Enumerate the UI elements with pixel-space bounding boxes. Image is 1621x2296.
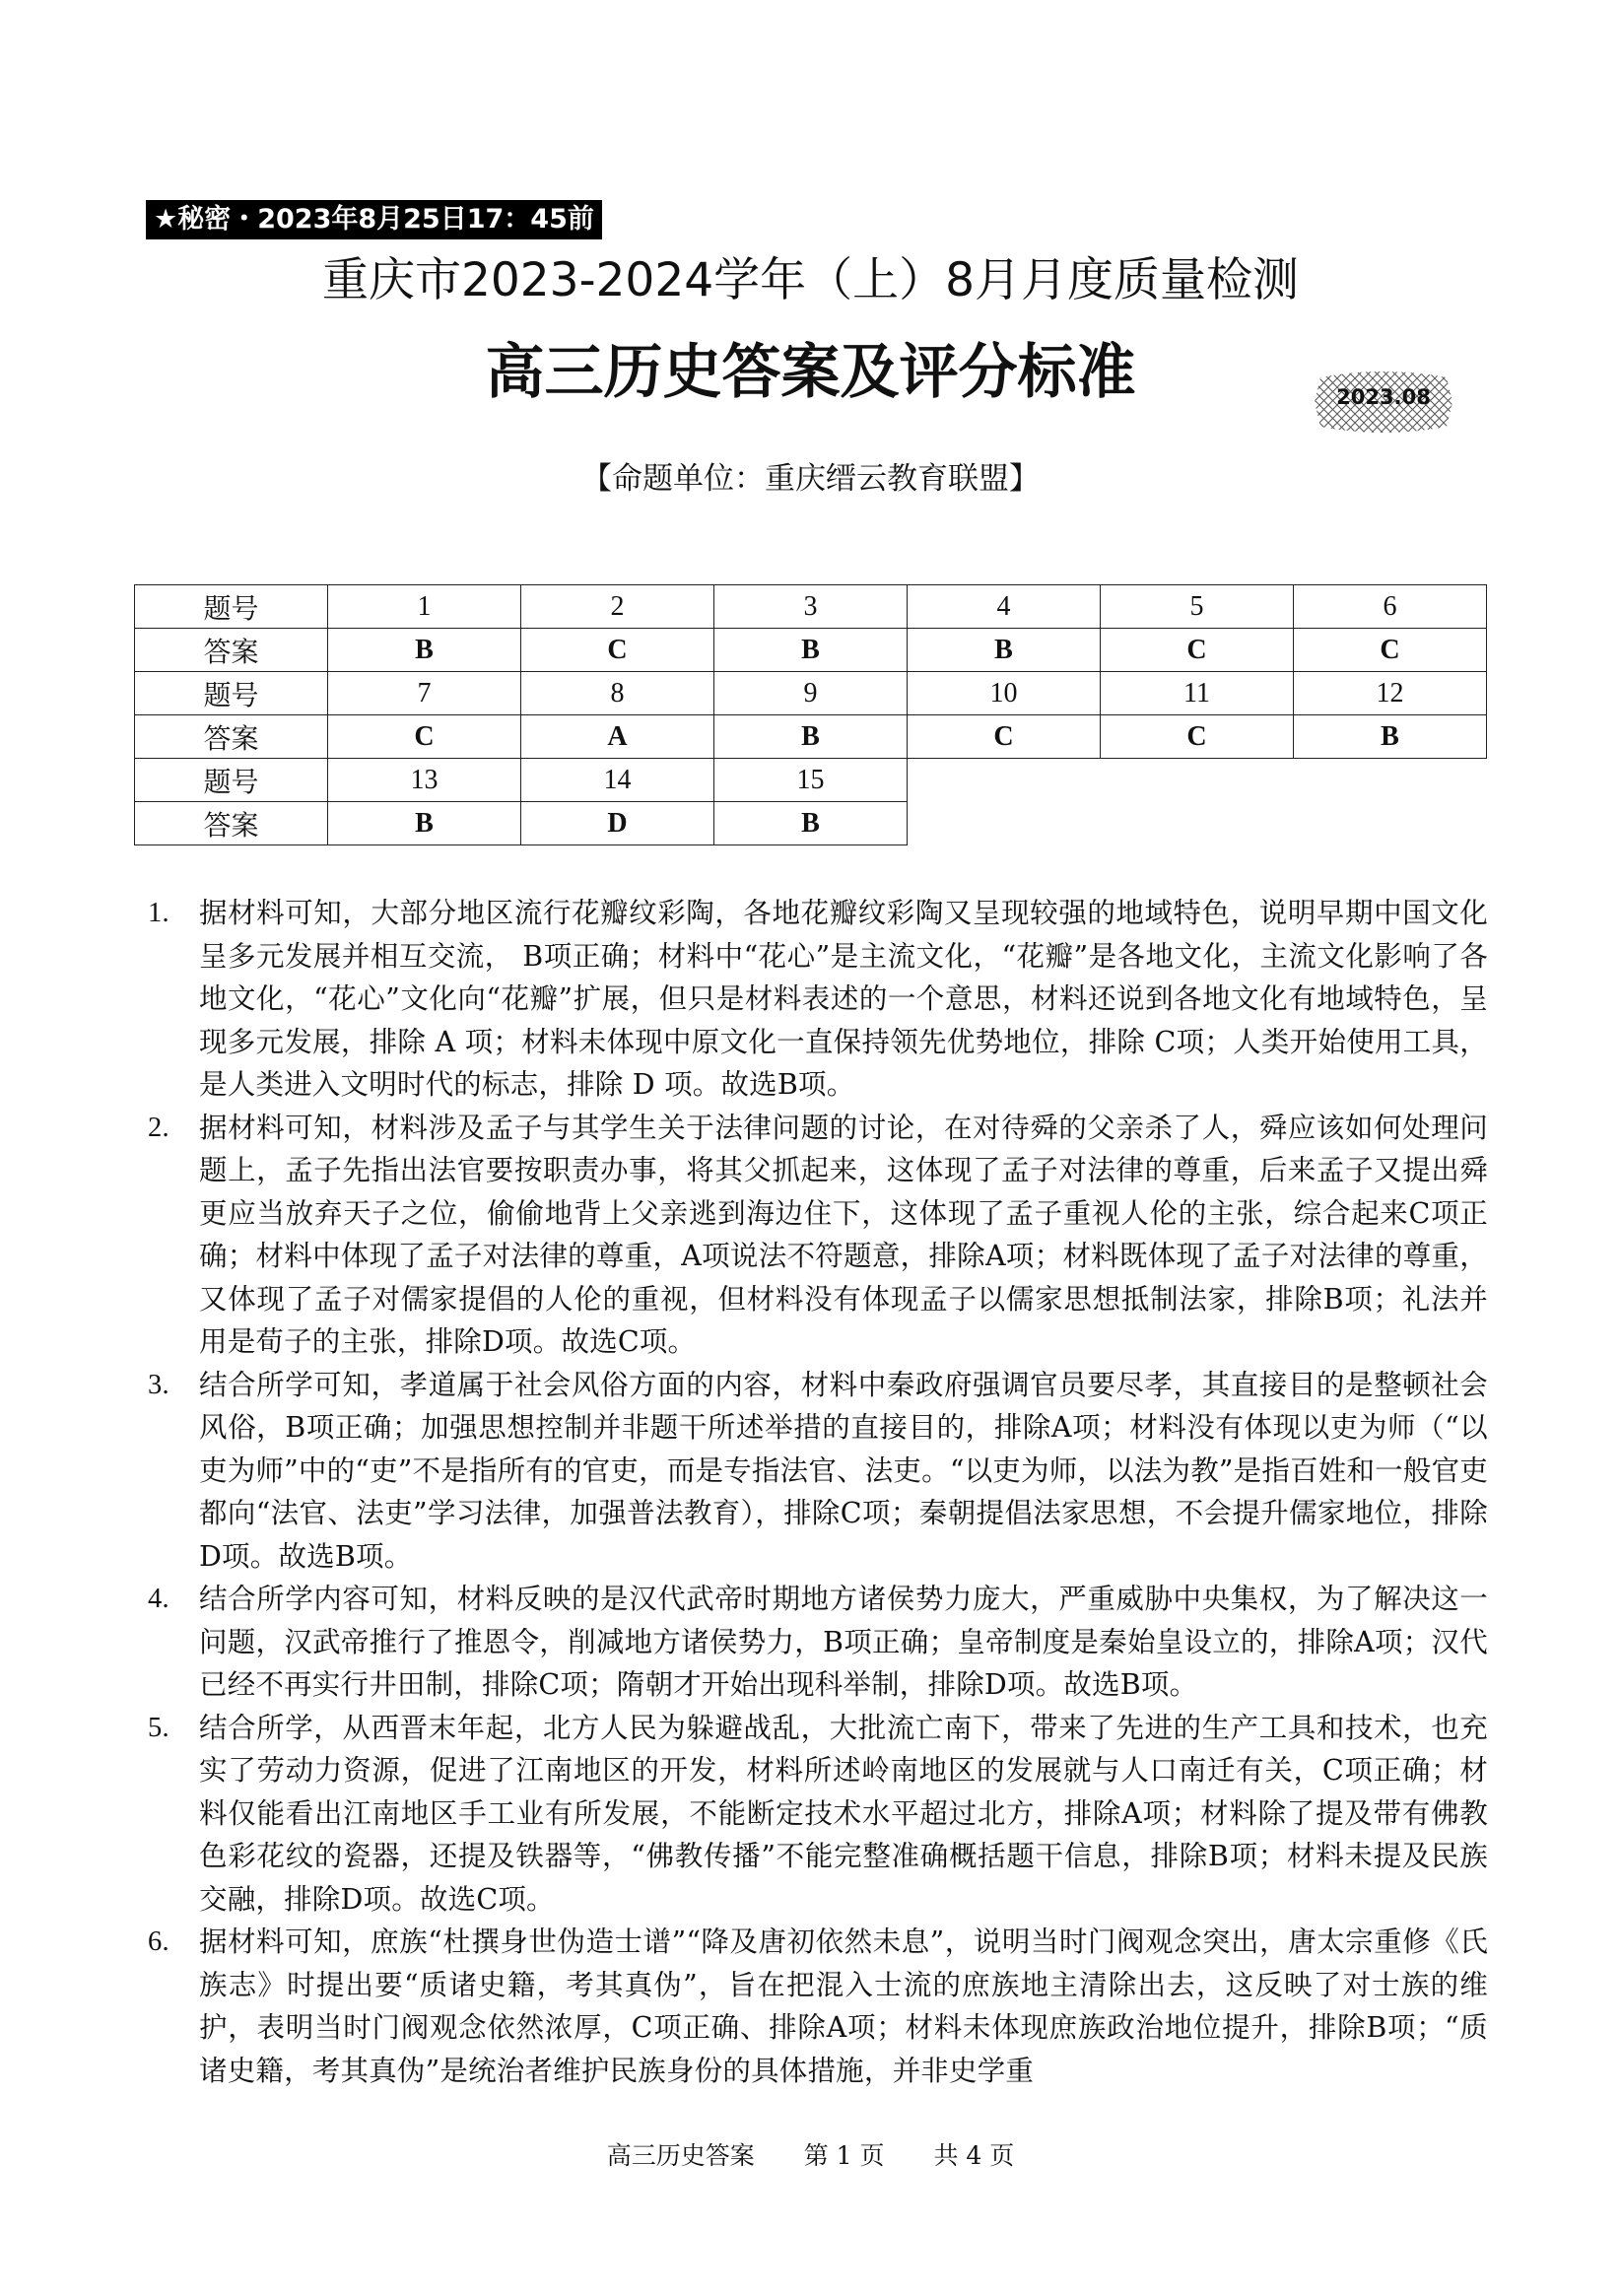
item-text: 结合所学内容可知，材料反映的是汉代武帝时期地方诸侯势力庞大，严重威胁中央集权，为了解决这一问题，汉武帝推行了推恩令，削减地方诸侯势力，B项正确；皇帝制度是秦始皇设立的，排除A项；汉代已经不再实行井田制，排除C项；隋朝才开始出现科举制，排除D项。故选B项。: [199, 1583, 1488, 1701]
question-number-cell: 13: [328, 759, 521, 802]
answer-table: [134, 584, 1487, 845]
date-stamp: [1311, 370, 1456, 435]
item-text: 据材料可知，材料涉及孟子与其学生关于法律问题的讨论，在对待舜的父亲杀了人，舜应该如何处理问题上，孟子先指出法官要按职责办事，将其父抓起来，这体现了孟子对法律的尊重，后来孟子又提出舜更应当放弃天子之位，偷偷地背上父亲逃到海边住下，这体现了孟子重视人伦的主张，综合起来C项正确；材料中体现了孟子对法律的尊重，A项说法不符题意，排除A项；材料既体现了孟子对法律的尊重，又体现了孟子对儒家提倡的人伦的重视，但材料没有体现孟子以儒家思想抵制法家，排除B项；礼法并用是荀子的主张，排除D项。故选C项。: [199, 1111, 1488, 1358]
row-header-cell: 题号: [135, 759, 328, 802]
exam-title: 重庆市2023-2024学年（上）8月月度质量检测: [321, 253, 1300, 307]
row-header-cell: 答案: [135, 802, 328, 845]
item-text: 结合所学，从西晋末年起，北方人民为躲避战乱，大批流亡南下，带来了先进的生产工具和技术，也充实了劳动力资源，促进了江南地区的开发，材料所述岭南地区的发展就与人口南迁有关，C项正确；材料仅能看出江南地区手工业有所发展，不能断定技术水平超过北方，排除A项；材料除了提及带有佛教色彩花纹的瓷器，还提及铁器等，“佛教传播”不能完整准确概括题干信息，排除B项；材料未提及民族交融，排除D项。故选C项。: [199, 1711, 1488, 1916]
question-number-cell: 5: [1101, 585, 1294, 629]
unit-label: 【命题单位：重庆缙云教育联盟】: [581, 461, 1040, 497]
confidential-label: ★秘密・2023年8月25日17：45前: [146, 200, 602, 239]
question-number-cell: 12: [1294, 672, 1487, 715]
question-number-cell: 11: [1101, 672, 1294, 715]
answer-cell: C: [328, 715, 521, 759]
row-header-cell: 答案: [135, 629, 328, 672]
item-number: 6.: [148, 1926, 169, 1957]
question-number-cell: 10: [908, 672, 1101, 715]
row-header-cell: 题号: [135, 672, 328, 715]
answer-cell: B: [328, 802, 521, 845]
item-number: 2.: [148, 1112, 169, 1143]
table-row: [135, 629, 1487, 672]
stamp-text: 2023.08: [1336, 385, 1431, 409]
question-number-cell: 9: [714, 672, 908, 715]
question-number-cell: 6: [1294, 585, 1487, 629]
answer-cell: C: [521, 629, 714, 672]
item-number: 1.: [148, 898, 169, 928]
question-number-cell: 4: [908, 585, 1101, 629]
answer-cell: B: [908, 629, 1101, 672]
question-number-cell: 8: [521, 672, 714, 715]
answer-cell: B: [714, 715, 908, 759]
question-number-cell: 14: [521, 759, 714, 802]
table-row: [135, 715, 1487, 759]
empty-cell: [1294, 802, 1487, 845]
answer-cell: C: [1294, 629, 1487, 672]
question-number-cell: 1: [328, 585, 521, 629]
question-number-cell: 2: [521, 585, 714, 629]
explanation-item: [148, 1578, 1488, 1707]
item-number: 3.: [148, 1369, 169, 1400]
answer-cell: B: [1294, 715, 1487, 759]
item-number: 4.: [148, 1584, 169, 1614]
page-footer: 高三历史答案 第 1 页 共 4 页: [606, 2141, 1015, 2170]
answer-cell: C: [1101, 715, 1294, 759]
row-header-cell: 题号: [135, 585, 328, 629]
item-text: 结合所学可知，孝道属于社会风俗方面的内容，材料中秦政府强调官员要尽孝，其直接目的是整顿社会风俗，B项正确；加强思想控制并非题干所述举措的直接目的，排除A项；材料没有体现以吏为师（“以吏为师”中的“吏”不是指所有的官吏，而是专指法官、法吏。“以吏为师，以法为教”是指百姓和一般官吏都向“法官、法吏”学习法律，加强普法教育），排除C项；秦朝提倡法家思想，不会提升儒家地位，排除D项。故选B项。: [199, 1368, 1488, 1573]
answer-cell: B: [714, 629, 908, 672]
explanation-list: [148, 892, 1488, 2092]
answer-cell: C: [908, 715, 1101, 759]
item-text: 据材料可知，庶族“杜撰身世伪造士谱”“降及唐初依然未息”，说明当时门阀观念突出，唐太宗重修《氏族志》时提出要“质诸史籍，考其真伪”，旨在把混入士流的庶族地主清除出去，这反映了对士族的维护，表明当时门阀观念依然浓厚，C项正确、排除A项；材料未体现庶族政治地位提升，排除B项；“质诸史籍，考其真伪”是统治者维护民族身份的具体措施，并非史学重: [199, 1925, 1488, 2087]
explanation-item: [148, 892, 1488, 1107]
question-number-cell: 15: [714, 759, 908, 802]
item-text: 据材料可知，大部分地区流行花瓣纹彩陶，各地花瓣纹彩陶又呈现较强的地域特色，说明早期中国文化呈多元发展并相互交流， B项正确；材料中“花心”是主流文化，“花瓣”是各地文化，主流文化影响了各地文化，“花心”文化向“花瓣”扩展，但只是材料表述的一个意思，材料还说到各地文化有地域特色，呈现多元发展，排除 A 项；材料未体现中原文化一直保持领先优势地位，排除 C项；人类开始使用工具，是人类进入文明时代的标志，排除 D 项。故选B项。: [199, 897, 1488, 1101]
table-row: [135, 802, 1487, 845]
empty-cell: [1101, 802, 1294, 845]
row-header-cell: 答案: [135, 715, 328, 759]
explanation-item: [148, 1364, 1488, 1579]
answer-cell: B: [714, 802, 908, 845]
item-number: 5.: [148, 1712, 169, 1743]
explanation-item: [148, 1707, 1488, 1922]
answer-cell: D: [521, 802, 714, 845]
explanation-item: [148, 1921, 1488, 2092]
empty-cell: [908, 759, 1101, 802]
question-number-cell: 3: [714, 585, 908, 629]
answer-cell: B: [328, 629, 521, 672]
explanation-item: [148, 1107, 1488, 1364]
question-number-cell: 7: [328, 672, 521, 715]
empty-cell: [1294, 759, 1487, 802]
table-row: [135, 759, 1487, 802]
answer-cell: C: [1101, 629, 1294, 672]
table-row: [135, 672, 1487, 715]
empty-cell: [1101, 759, 1294, 802]
table-row: [135, 585, 1487, 629]
answer-cell: A: [521, 715, 714, 759]
page-title: 高三历史答案及评分标准: [485, 338, 1136, 407]
empty-cell: [908, 802, 1101, 845]
